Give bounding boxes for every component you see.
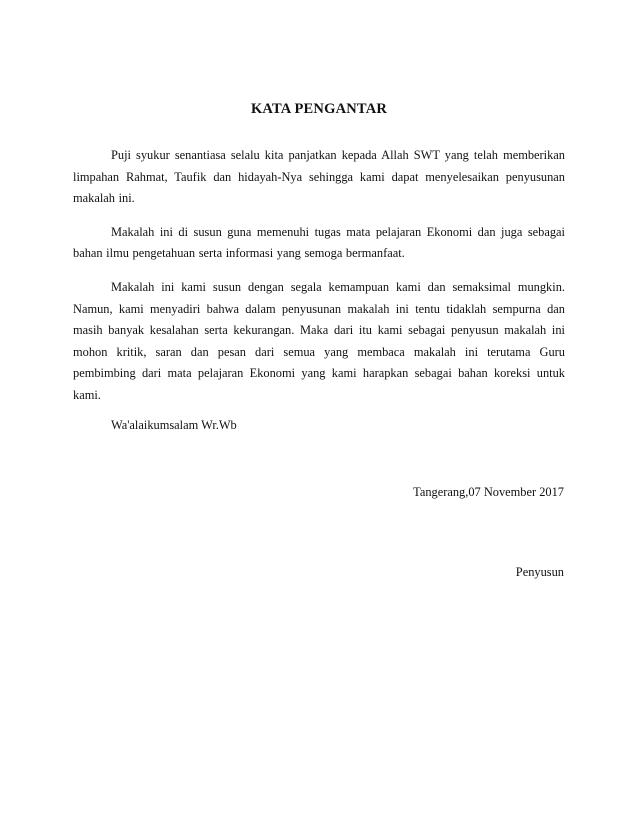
place-date: Tangerang,07 November 2017 — [413, 485, 564, 499]
closing-greeting: Wa'alaikumsalam Wr.Wb — [111, 417, 237, 432]
paragraph-1: Puji syukur senantiasa selalu kita panjatkan kepada Allah SWT yang telah memberikan limpahan Rahmat, Taufik dan hidayah-Nya sehingga kami dapat menyelesaikan penyusunan makalah ini. — [73, 148, 565, 206]
paragraph-2: Makalah ini di susun guna memenuhi tugas mata pelajaran Ekonomi dan juga sebagai bahan ilmu pengetahuan serta informasi yang semoga bermanfaat. — [73, 224, 565, 261]
document-body — [73, 145, 565, 436]
paragraph-3: Makalah ini kami susun dengan segala kemampuan kami dan semaksimal mungkin. Namun, kami menyadiri bahwa dalam penyusunan makalah ini tentu tidaklah sempurna dan masih banyak kesalahan serta kekurangan. Maka dari itu kami sebagai penyusun makalah ini mohon kritik, saran dan pesan dari semua yang membaca makalah ini terutama Guru pembimbing dari mata pelajaran Ekonomi yang kami harapkan sebagai bahan koreksi untuk kami. — [73, 279, 565, 402]
signature-label: Penyusun — [515, 565, 564, 579]
page-title: KATA PENGANTAR — [250, 101, 388, 117]
